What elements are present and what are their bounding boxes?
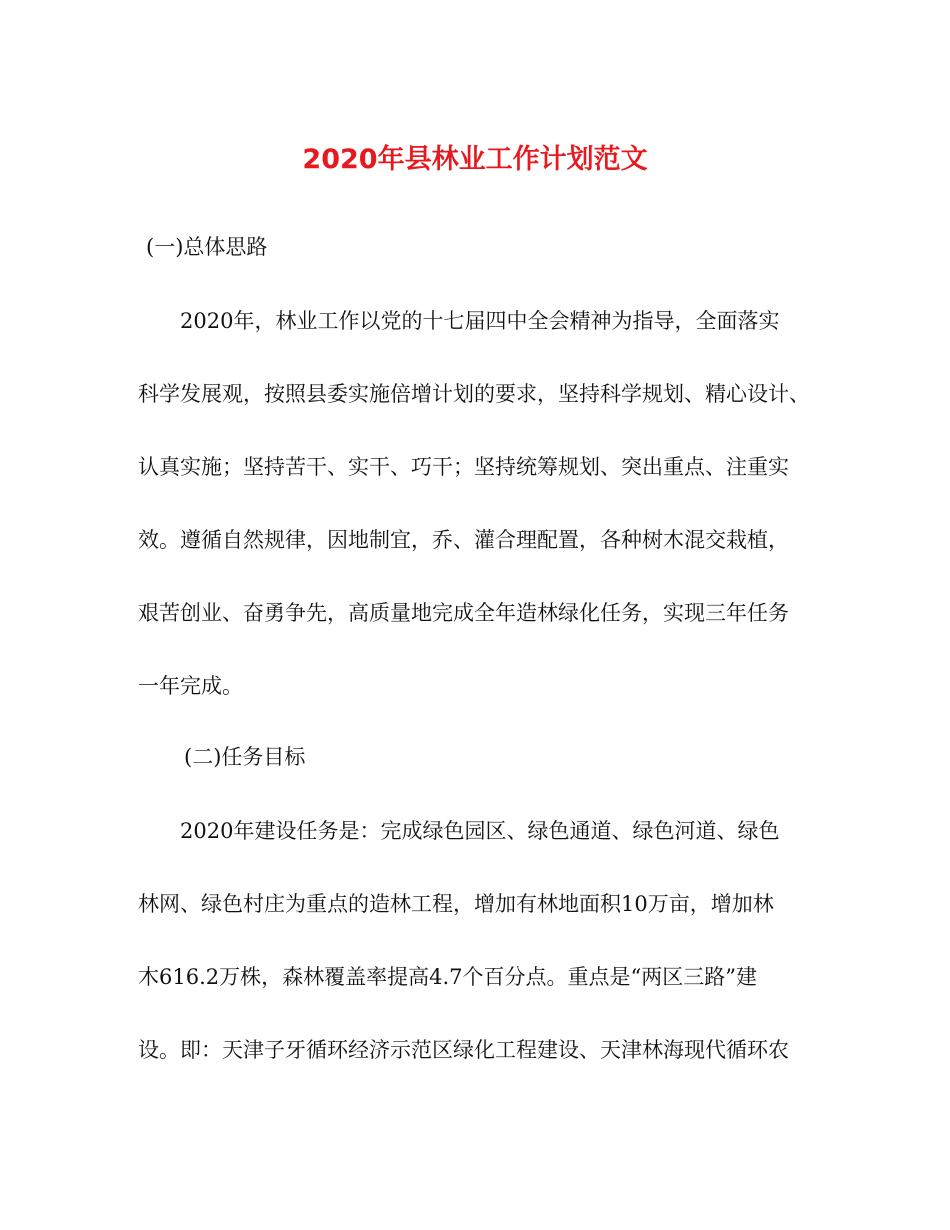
paragraph-line: 认真实施；坚持苦干、实干、巧干；坚持统筹规划、突出重点、注重实 <box>138 455 789 479</box>
paragraph-line: 2020年建设任务是：完成绿色园区、绿色通道、绿色河道、绿色 <box>180 819 780 843</box>
paragraph-line: 艰苦创业、奋勇争先，高质量地完成全年造林绿化任务，实现三年任务 <box>138 601 789 625</box>
paragraph-line: 木616.2万株，森林覆盖率提高4.7个百分点。重点是“两区三路”建 <box>138 965 757 989</box>
section-heading-task-goals: (二)任务目标 <box>184 745 306 769</box>
document-title: 2020年县林业工作计划范文 <box>302 144 648 175</box>
paragraph-line: 效。遵循自然规律，因地制宜，乔、灌合理配置，各种树木混交栽植， <box>138 528 789 552</box>
paragraph-line: 林网、绿色村庄为重点的造林工程，增加有林地面积10万亩，增加林 <box>138 892 774 916</box>
paragraph-line: 2020年，林业工作以党的十七届四中全会精神为指导，全面落实 <box>180 309 780 333</box>
section-heading-overall-approach: (一)总体思路 <box>146 235 268 259</box>
paragraph-line: 一年完成。 <box>138 674 243 698</box>
paragraph-line: 科学发展观，按照县委实施倍增计划的要求，坚持科学规划、精心设计、 <box>138 382 810 406</box>
paragraph-line: 设。即：天津子牙循环经济示范区绿化工程建设、天津林海现代循环农 <box>138 1038 789 1062</box>
